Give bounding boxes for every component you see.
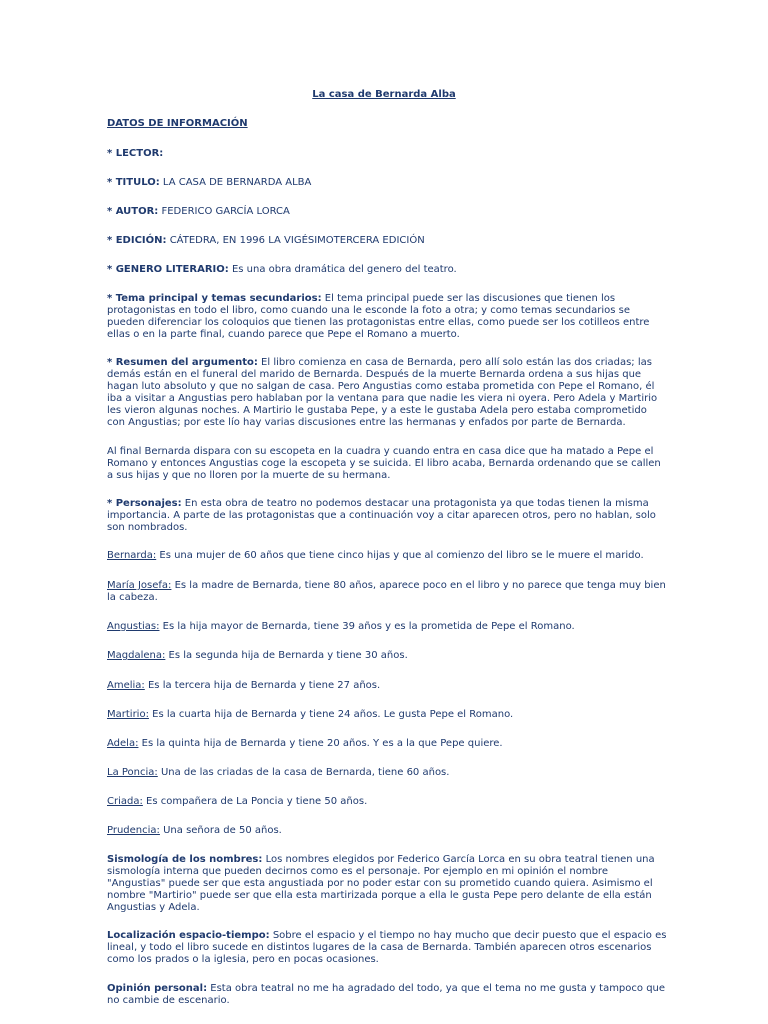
character-entry [107, 580, 667, 604]
character-desc: Es la madre de Bernarda, tiene 80 años, aparece poco en el libro y no parece que tenga muy bien la cabeza. [107, 580, 666, 603]
character-name: Amelia: [107, 680, 145, 691]
tema-paragraph [107, 293, 667, 341]
section-heading: DATOS DE INFORMACIÓN [107, 118, 248, 129]
character-entry [107, 825, 667, 837]
character-desc: Es la quinta hija de Bernarda y tiene 20 años. Y es a la que Pepe quiere. [141, 738, 503, 749]
character-entry [107, 621, 667, 633]
character-entry [107, 650, 667, 662]
character-entry [107, 550, 667, 562]
character-desc: Es una mujer de 60 años que tiene cinco hijas y que al comienzo del libro se le muere el marido. [159, 550, 644, 561]
character-name: Martirio: [107, 709, 149, 720]
field-label: * AUTOR: [107, 206, 159, 217]
field-value: LA CASA DE BERNARDA ALBA [162, 177, 312, 188]
character-name: Adela: [107, 738, 139, 749]
character-entry [107, 767, 667, 779]
sismologia-paragraph [107, 854, 667, 914]
field-value: Es una obra dramática del genero del teatro. [231, 264, 457, 275]
field-label: * EDICIÓN: [107, 235, 167, 246]
character-entry [107, 680, 667, 692]
personajes-paragraph [107, 498, 667, 534]
opinion-label: Opinión personal: [107, 983, 208, 994]
character-entry [107, 796, 667, 808]
character-name: Criada: [107, 796, 143, 807]
character-desc: Una de las criadas de la casa de Bernarda, tiene 60 años. [160, 767, 450, 778]
field-titulo [107, 177, 667, 189]
character-desc: Es la segunda hija de Bernarda y tiene 30 años. [168, 650, 408, 661]
field-autor [107, 206, 667, 218]
field-label: * GENERO LITERARIO: [107, 264, 229, 275]
sismologia-label: Sismología de los nombres: [107, 854, 263, 865]
character-name: La Poncia: [107, 767, 158, 778]
document-title: La casa de Bernarda Alba [312, 89, 456, 100]
character-desc: Es la cuarta hija de Bernarda y tiene 24 años. Le gusta Pepe el Romano. [152, 709, 514, 720]
resumen-paragraph [107, 357, 667, 429]
field-edicion [107, 235, 667, 247]
character-entry [107, 738, 667, 750]
character-name: Prudencia: [107, 825, 160, 836]
character-desc: Una señora de 50 años. [163, 825, 282, 836]
character-desc: Es la tercera hija de Bernarda y tiene 27 años. [147, 680, 381, 691]
resumen-text: El libro comienza en casa de Bernarda, pero allí solo están las dos criadas; las demás están en el funeral del marido de Bernarda. Después de la muerte Bernarda ordena a sus hijas que hagan luto absoluto y que no salgan de casa. Pero Angustias como estaba prometida con Pepe el Romano, él iba a visitar a Angustias pero hablaban por la ventana para que nadie les viera ni oyera. Pero Adela y Martirio les vieron algunas noches. A Martirio le gustaba Pepe, y a este le gustaba Adela pero estaba comprometido con Angustias; por este lío hay varias discusiones entre las hermanas y enfados por parte de Bernarda. [107, 357, 658, 428]
character-name: Angustias: [107, 621, 160, 632]
character-name: Bernarda: [107, 550, 157, 561]
personajes-text: En esta obra de teatro no podemos destacar una protagonista ya que todas tienen la misma importancia. A parte de las protagonistas que a continuación voy a citar aparecen otros, pero no hablan, solo son nombrados. [107, 498, 656, 533]
character-name: María Josefa: [107, 580, 172, 591]
lector-label: * LECTOR: [107, 148, 164, 159]
field-label: * TITULO: [107, 177, 160, 188]
resumen-paragraph-2: Al final Bernarda dispara con su escopeta en la cuadra y cuando entra en casa dice que ha matado a Pepe el Romano y entonces Angustias coge la escopeta y se suicida. El libro acaba, Bernarda ordenando que se callen a sus hijas y que no lloren por la muerte de su hermana. [107, 446, 661, 481]
localizacion-paragraph [107, 930, 667, 966]
localizacion-label: Localización espacio-tiempo: [107, 930, 270, 941]
tema-text: El tema principal puede ser las discusiones que tienen los protagonistas en todo el libro, como cuando una le esconde la foto a otra; y como temas secundarios se pueden diferenciar los coloquios que tienen las protagonistas entre ellas, como puede ser los cotilleos entre ellas o en la parte final, cuando parece que Pepe el Romano a muerto. [107, 293, 650, 340]
tema-label: * Tema principal y temas secundarios: [107, 293, 322, 304]
character-name: Magdalena: [107, 650, 166, 661]
field-genero [107, 264, 667, 276]
opinion-text: Esta obra teatral no me ha agradado del todo, ya que el tema no me gusta y tampoco que no cambie de escenario. [107, 983, 666, 1006]
character-desc: Es la hija mayor de Bernarda, tiene 39 años y es la prometida de Pepe el Romano. [162, 621, 575, 632]
resumen-label: * Resumen del argumento: [107, 357, 258, 368]
opinion-paragraph [107, 983, 667, 1007]
sismologia-text: Los nombres elegidos por Federico García Lorca en su obra teatral tienen una sismología interna que pueden decirnos como es el personaje. Por ejemplo en mi opinión el nombre "Angustias" puede ser que esta angustiada por no poder estar con su prometido cuando quiera. Asimismo el nombre "Martirio" puede ser que ella esta martirizada porque a ella le gusta Pepe pero delante de ella están Angustias y Adela. [107, 854, 655, 913]
character-desc: Es compañera de La Poncia y tiene 50 años. [146, 796, 368, 807]
personajes-label: * Personajes: [107, 498, 182, 509]
field-value: FEDERICO GARCÍA LORCA [161, 206, 290, 217]
field-value: CÁTEDRA, EN 1996 LA VIGÉSIMOTERCERA EDICIÓN [169, 235, 425, 246]
localizacion-text: Sobre el espacio y el tiempo no hay mucho que decir puesto que el espacio es lineal, y todo el libro sucede en distintos lugares de la casa de Bernarda. También aparecen otros escenarios como los prados o la iglesia, pero en pocas ocasiones. [107, 930, 667, 965]
character-entry [107, 709, 667, 721]
